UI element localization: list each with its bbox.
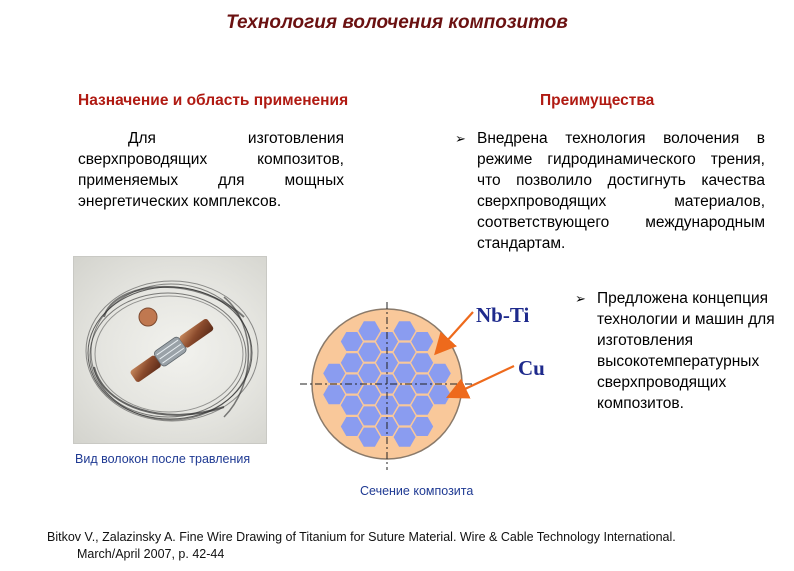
- advantage-text-1: Внедрена технология волочения в режиме гидродинамического трения, что позволило достигнуть качества сверхпроводящих материалов, соответствующего международным стандартам.: [477, 130, 765, 252]
- left-heading: Назначение и область применения: [78, 92, 349, 109]
- slide-title: Технология волочения композитов: [226, 12, 568, 33]
- nbti-label: Nb-Ti: [476, 303, 530, 327]
- fiber-photo-illustration: [74, 257, 266, 443]
- bullet-arrow-icon: ➢: [575, 291, 586, 306]
- photo-caption: Вид волокон после травления: [75, 452, 251, 466]
- fiber-photo: [73, 256, 267, 444]
- reference: [47, 529, 787, 563]
- diagram-caption: Сечение композита: [360, 484, 474, 498]
- reference-line-1: Bitkov V., Zalazinsky A. Fine Wire Drawing of Titanium for Suture Material. Wire & Cable Technology International.: [47, 530, 676, 544]
- advantage-item-2: [575, 288, 782, 414]
- reference-line-2: March/April 2007, p. 42-44: [77, 547, 225, 561]
- nbti-pointer-arrow: [437, 312, 473, 352]
- advantage-text-2: Предложена концепция технологии и машин для изготовления высокотемпературных сверхпроводящих композитов.: [597, 290, 775, 412]
- cu-label: Cu: [518, 356, 545, 380]
- left-paragraph: Для изготовления сверхпроводящих композитов, применяемых для мощных энергетических комплексов.: [78, 130, 344, 210]
- bullet-arrow-icon: ➢: [455, 131, 466, 146]
- right-heading: Преимущества: [540, 92, 655, 109]
- advantage-item-1: [455, 128, 765, 254]
